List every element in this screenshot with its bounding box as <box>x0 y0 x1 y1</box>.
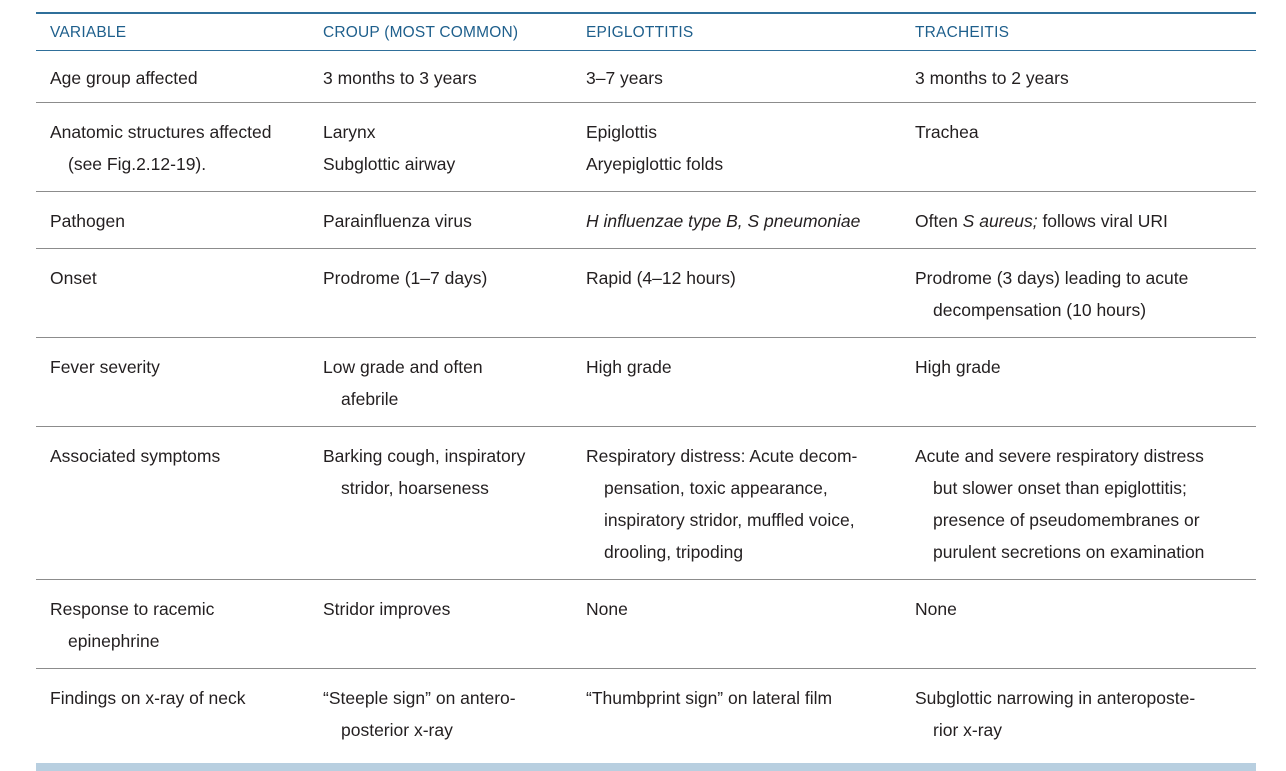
comparison-table <box>36 12 1256 771</box>
cell-epiglottitis: Respiratory distress: Acute decom- pensation, toxic appearance, inspiratory stridor, muffled voice, drooling, tripoding <box>572 427 901 580</box>
cell-variable: Age group affected <box>36 51 309 103</box>
cell-croup: Larynx Subglottic airway <box>309 103 572 192</box>
table-row-pathogen <box>36 192 1256 249</box>
table-row-symptoms <box>36 427 1256 580</box>
table-row-xray <box>36 669 1256 758</box>
cell-variable: Findings on x-ray of neck <box>50 688 246 708</box>
cell-tracheitis: Prodrome (3 days) leading to acute decompensation (10 hours) <box>901 249 1256 338</box>
cell-epiglottitis: “Thumbprint sign” on lateral film <box>586 688 833 708</box>
cell-tracheitis: High grade <box>901 338 1256 427</box>
cell-croup: Parainfluenza virus <box>309 192 572 249</box>
cell-variable: Onset <box>36 249 309 338</box>
cell-tracheitis: None <box>901 580 1256 669</box>
cell-epiglottitis: H influenzae type B, S pneumoniae <box>572 192 901 249</box>
table-row-anatomy <box>36 103 1256 192</box>
cell-tracheitis: 3 months to 2 years <box>901 51 1256 103</box>
cell-tracheitis: Often S aureus; follows viral URI <box>901 192 1256 249</box>
cell-croup: 3 months to 3 years <box>309 51 572 103</box>
cell-croup: Stridor improves <box>309 580 572 669</box>
cell-croup: Low grade and often afebrile <box>309 338 572 427</box>
table-row-fever <box>36 338 1256 427</box>
cell-croup: Barking cough, inspiratory stridor, hoarseness <box>309 427 572 580</box>
cell-variable: Pathogen <box>36 192 309 249</box>
table-row-onset <box>36 249 1256 338</box>
cell-variable: Response to racemic epinephrine <box>36 580 309 669</box>
header-row <box>36 14 1256 51</box>
cell-epiglottitis: Rapid (4–12 hours) <box>572 249 901 338</box>
cell-tracheitis: Subglottic narrowing in anteroposte- rior x-ray <box>915 688 1196 740</box>
header-croup: CROUP (MOST COMMON) <box>309 14 572 51</box>
cell-variable: Associated symptoms <box>36 427 309 580</box>
croup-epiglottitis-tracheitis-table <box>36 14 1256 757</box>
bottom-bar <box>36 763 1256 771</box>
cell-epiglottitis: None <box>572 580 901 669</box>
header-variable: VARIABLE <box>36 14 309 51</box>
cell-croup: Prodrome (1–7 days) <box>309 249 572 338</box>
cell-epiglottitis: High grade <box>572 338 901 427</box>
cell-epiglottitis: 3–7 years <box>572 51 901 103</box>
cell-variable: Fever severity <box>36 338 309 427</box>
table-row-epinephrine <box>36 580 1256 669</box>
table-row-age <box>36 51 1256 103</box>
cell-croup: “Steeple sign” on antero- posterior x-ray <box>323 688 516 740</box>
cell-tracheitis: Trachea <box>901 103 1256 192</box>
header-epiglottitis: EPIGLOTTITIS <box>572 14 901 51</box>
cell-variable: Anatomic structures affected (see Fig.2.12-19). <box>36 103 309 192</box>
cell-tracheitis: Acute and severe respiratory distress but slower onset than epiglottitis; presence of pseudomembranes or purulent secretions on examination <box>901 427 1256 580</box>
cell-epiglottitis: Epiglottis Aryepiglottic folds <box>572 103 901 192</box>
header-tracheitis: TRACHEITIS <box>901 14 1256 51</box>
